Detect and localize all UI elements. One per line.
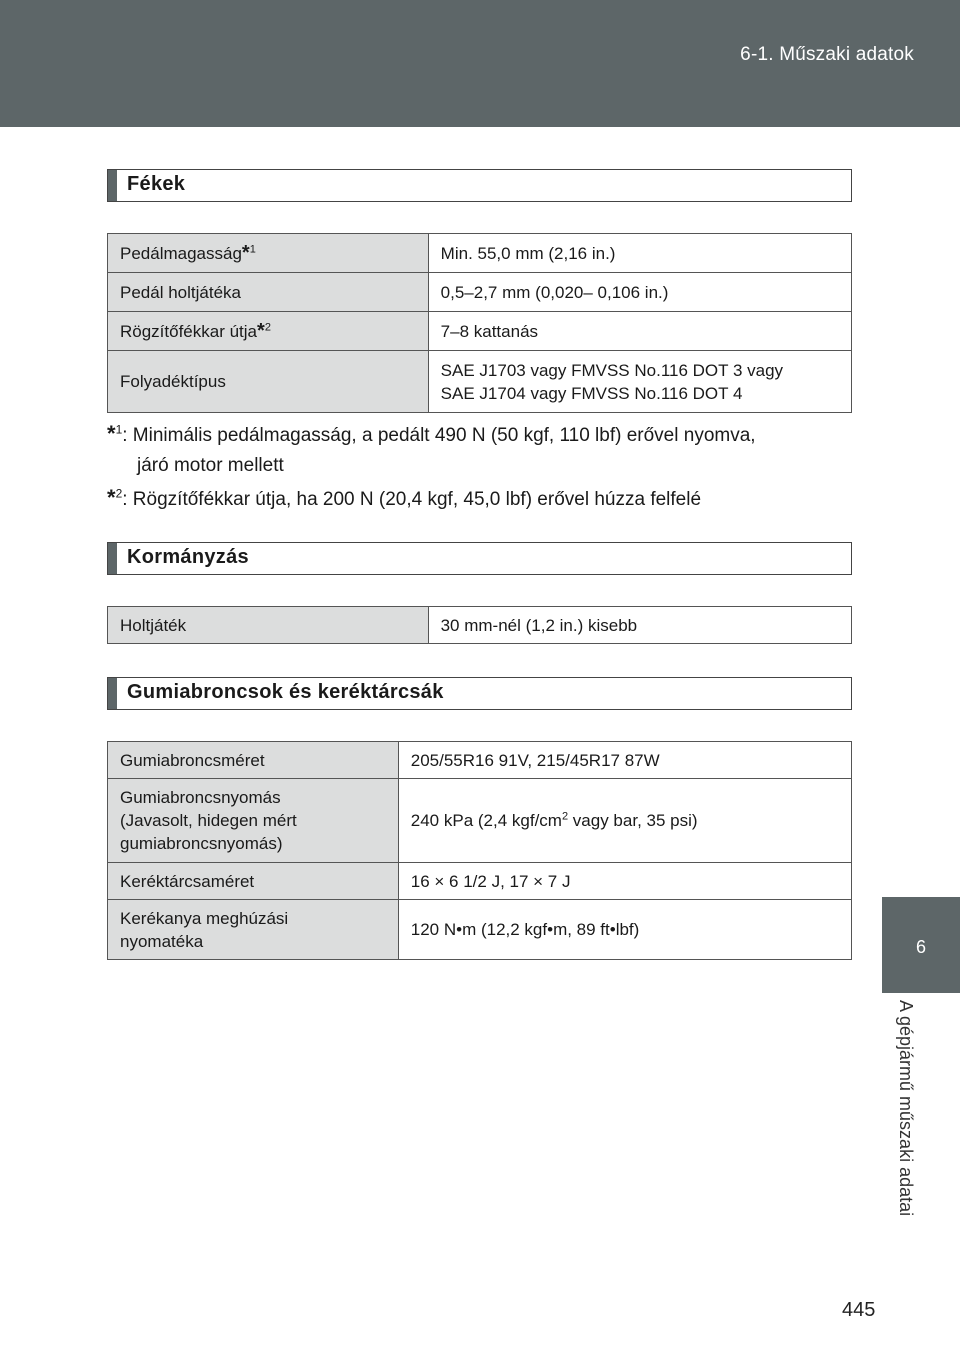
- spec-key: Rögzítőfékkar útja*$^2$: [108, 312, 429, 351]
- section-title-tires: Gumiabroncsok és keréktárcsák: [127, 681, 444, 703]
- chapter-side-label: A gépjármű műszaki adatai: [896, 1000, 916, 1217]
- spec-value: 240 kPa (2,4 kgf/$cm^2$ vagy bar, 35 psi): [398, 779, 851, 863]
- chapter-title: 6-1. Műszaki adatok: [740, 44, 914, 65]
- table-row: [108, 779, 852, 863]
- section-header-brakes: [107, 169, 852, 202]
- spec-value: 205/55R16 91V, 215/45R17 87W: [398, 742, 851, 779]
- header-bar: [0, 0, 960, 127]
- table-row: [108, 863, 852, 900]
- spec-key: Gumiabroncsméret: [108, 742, 399, 779]
- spec-value: 16 × 6 1/2 J, 17 × 7 J: [398, 863, 851, 900]
- footnote-1: *$^1$: Minimális pedálmagasság, a pedált 490 N (50 kgf, 110 lbf) erővel nyomva, járó motor mellett: [107, 421, 756, 476]
- section-header-tires: [107, 677, 852, 710]
- table-row: [108, 234, 852, 273]
- table-row: [108, 607, 852, 644]
- spec-key: Keréktárcsaméret: [108, 863, 399, 900]
- spec-key: Pedálmagasság*$^1$: [108, 234, 429, 273]
- table-row: [108, 273, 852, 312]
- chapter-side-label-wrap: [896, 1000, 936, 1250]
- spec-key: Gumiabroncsnyomás (Javasolt, hidegen mért gumiabroncsnyomás): [108, 779, 399, 863]
- section-marker: [108, 678, 117, 709]
- brakes-table: [107, 233, 852, 413]
- spec-value: 30 mm-nél (1,2 in.) kisebb: [428, 607, 851, 644]
- section-title-brakes: Fékek: [127, 173, 186, 195]
- section-title-steering: Kormányzás: [127, 546, 249, 568]
- page-number: 445: [842, 1299, 876, 1321]
- spec-key: Folyadéktípus: [108, 351, 429, 413]
- table-row: [108, 312, 852, 351]
- spec-key: Pedál holtjátéka: [108, 273, 429, 312]
- spec-value: 120 N•m (12,2 kgf•m, 89 ft•lbf): [398, 900, 851, 960]
- tires-table: [107, 741, 852, 960]
- spec-key: Kerékanya meghúzási nyomatéka: [108, 900, 399, 960]
- spec-key: Holtjáték: [108, 607, 429, 644]
- spec-value: SAE J1703 vagy FMVSS No.116 DOT 3 vagy SAE J1704 vagy FMVSS No.116 DOT 4: [428, 351, 851, 413]
- spec-value: Min. 55,0 mm (2,16 in.): [428, 234, 851, 273]
- chapter-number: 6: [915, 937, 926, 957]
- chapter-tab: [882, 897, 960, 993]
- steering-table: [107, 606, 852, 644]
- footnote-2: *$^2$: Rögzítőfékkar útja, ha 200 N (20,4 kgf, 45,0 lbf) erővel húzza felfelé: [107, 485, 702, 510]
- section-marker: [108, 543, 117, 574]
- table-row: [108, 900, 852, 960]
- section-header-steering: [107, 542, 852, 575]
- spec-value: 0,5–2,7 mm (0,020– 0,106 in.): [428, 273, 851, 312]
- table-row: [108, 351, 852, 413]
- spec-value: 7–8 kattanás: [428, 312, 851, 351]
- table-row: [108, 742, 852, 779]
- section-marker: [108, 170, 117, 201]
